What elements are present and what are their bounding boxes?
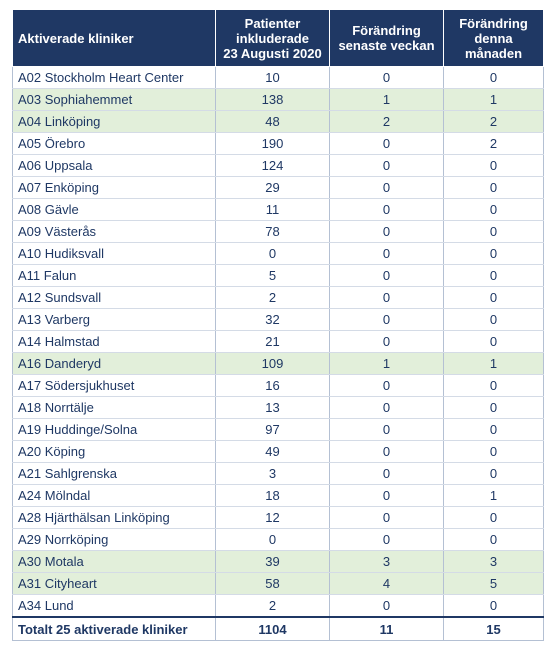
table-row: [13, 265, 544, 287]
clinic-name-cell: A29 Norrköping: [13, 529, 216, 551]
month-change-cell: 1: [444, 89, 544, 111]
month-change-cell: 0: [444, 177, 544, 199]
week-change-cell: 0: [330, 133, 444, 155]
header-patients-line1: Patienter: [244, 15, 301, 31]
week-change-cell: 0: [330, 595, 444, 618]
table-row: [13, 353, 544, 375]
week-change-cell: 0: [330, 309, 444, 331]
month-change-cell: 0: [444, 595, 544, 618]
patients-cell: 48: [216, 111, 330, 133]
week-change-cell: 0: [330, 375, 444, 397]
month-change-cell: 0: [444, 243, 544, 265]
total-month-change: 15: [444, 617, 544, 641]
patients-cell: 138: [216, 89, 330, 111]
clinic-name-cell: A02 Stockholm Heart Center: [13, 67, 216, 89]
month-change-cell: 0: [444, 221, 544, 243]
header-month-change: [444, 10, 544, 67]
table-row: [13, 221, 544, 243]
patients-cell: 124: [216, 155, 330, 177]
week-change-cell: 1: [330, 353, 444, 375]
clinic-name-cell: A09 Västerås: [13, 221, 216, 243]
header-week-change: [330, 10, 444, 67]
table-row: [13, 155, 544, 177]
month-change-cell: 0: [444, 463, 544, 485]
week-change-cell: 0: [330, 177, 444, 199]
clinic-name-cell: A13 Varberg: [13, 309, 216, 331]
month-change-cell: 0: [444, 265, 544, 287]
patients-cell: 11: [216, 199, 330, 221]
patients-cell: 21: [216, 331, 330, 353]
clinic-name-cell: A12 Sundsvall: [13, 287, 216, 309]
clinic-name-cell: A16 Danderyd: [13, 353, 216, 375]
patients-cell: 5: [216, 265, 330, 287]
week-change-cell: 0: [330, 199, 444, 221]
patients-cell: 0: [216, 243, 330, 265]
clinic-name-cell: A11 Falun: [13, 265, 216, 287]
patients-cell: 39: [216, 551, 330, 573]
table-row: [13, 199, 544, 221]
table-row: [13, 331, 544, 353]
patients-cell: 10: [216, 67, 330, 89]
table-header: [13, 10, 544, 67]
patients-cell: 3: [216, 463, 330, 485]
table-row: [13, 111, 544, 133]
patients-cell: 32: [216, 309, 330, 331]
clinic-name-cell: A17 Södersjukhuset: [13, 375, 216, 397]
patients-cell: 2: [216, 595, 330, 618]
week-change-cell: 0: [330, 331, 444, 353]
month-change-cell: 0: [444, 309, 544, 331]
table-row: [13, 529, 544, 551]
table-row: [13, 485, 544, 507]
month-change-cell: 2: [444, 111, 544, 133]
table-row: [13, 177, 544, 199]
clinic-table: [12, 9, 544, 641]
header-patients: [216, 10, 330, 67]
month-change-cell: 0: [444, 419, 544, 441]
month-change-cell: 5: [444, 573, 544, 595]
table-row: [13, 309, 544, 331]
week-change-cell: 4: [330, 573, 444, 595]
table-row: [13, 595, 544, 618]
table-row: [13, 419, 544, 441]
total-row: [13, 617, 544, 641]
week-change-cell: 0: [330, 221, 444, 243]
month-change-cell: 0: [444, 529, 544, 551]
patients-cell: 58: [216, 573, 330, 595]
table-row: [13, 243, 544, 265]
table-footer: [13, 617, 544, 641]
week-change-cell: 0: [330, 441, 444, 463]
clinic-name-cell: A10 Hudiksvall: [13, 243, 216, 265]
header-week-line2: senaste veckan: [338, 38, 435, 53]
week-change-cell: 0: [330, 529, 444, 551]
patients-cell: 18: [216, 485, 330, 507]
table-row: [13, 375, 544, 397]
table-row: [13, 551, 544, 573]
table-row: [13, 463, 544, 485]
table-row: [13, 507, 544, 529]
week-change-cell: 0: [330, 265, 444, 287]
week-change-cell: 1: [330, 89, 444, 111]
clinic-name-cell: A08 Gävle: [13, 199, 216, 221]
patients-cell: 29: [216, 177, 330, 199]
table-row: [13, 67, 544, 89]
clinic-table-container: [12, 9, 544, 641]
patients-cell: 97: [216, 419, 330, 441]
clinic-name-cell: A07 Enköping: [13, 177, 216, 199]
header-patients-line3: 23 Augusti 2020: [223, 45, 322, 61]
header-week-line1: Förändring: [352, 23, 421, 38]
header-clinic: Aktiverade kliniker: [13, 10, 216, 67]
clinic-name-cell: A14 Halmstad: [13, 331, 216, 353]
patients-cell: 190: [216, 133, 330, 155]
table-body: [13, 67, 544, 618]
header-patients-line2: inkluderade: [236, 30, 309, 46]
patients-cell: 109: [216, 353, 330, 375]
month-change-cell: 0: [444, 507, 544, 529]
clinic-name-cell: A24 Mölndal: [13, 485, 216, 507]
week-change-cell: 0: [330, 243, 444, 265]
patients-cell: 12: [216, 507, 330, 529]
table-row: [13, 441, 544, 463]
clinic-name-cell: A31 Cityheart: [13, 573, 216, 595]
total-label: Totalt 25 aktiverade kliniker: [13, 617, 216, 641]
clinic-name-cell: A34 Lund: [13, 595, 216, 618]
clinic-name-cell: A05 Örebro: [13, 133, 216, 155]
month-change-cell: 0: [444, 331, 544, 353]
month-change-cell: 2: [444, 133, 544, 155]
clinic-name-cell: A06 Uppsala: [13, 155, 216, 177]
patients-cell: 13: [216, 397, 330, 419]
month-change-cell: 0: [444, 287, 544, 309]
week-change-cell: 2: [330, 111, 444, 133]
patients-cell: 16: [216, 375, 330, 397]
clinic-name-cell: A04 Linköping: [13, 111, 216, 133]
table-row: [13, 133, 544, 155]
table-row: [13, 89, 544, 111]
patients-cell: 0: [216, 529, 330, 551]
week-change-cell: 0: [330, 67, 444, 89]
table-row: [13, 397, 544, 419]
patients-cell: 78: [216, 221, 330, 243]
month-change-cell: 1: [444, 485, 544, 507]
header-month-line1: Förändring: [459, 15, 528, 31]
clinic-name-cell: A30 Motala: [13, 551, 216, 573]
total-patients: 1104: [216, 617, 330, 641]
clinic-name-cell: A20 Köping: [13, 441, 216, 463]
month-change-cell: 0: [444, 441, 544, 463]
table-row: [13, 573, 544, 595]
month-change-cell: 3: [444, 551, 544, 573]
week-change-cell: 0: [330, 485, 444, 507]
month-change-cell: 0: [444, 67, 544, 89]
clinic-name-cell: A21 Sahlgrenska: [13, 463, 216, 485]
table-row: [13, 287, 544, 309]
month-change-cell: 0: [444, 397, 544, 419]
week-change-cell: 0: [330, 155, 444, 177]
month-change-cell: 0: [444, 199, 544, 221]
month-change-cell: 0: [444, 155, 544, 177]
clinic-name-cell: A18 Norrtälje: [13, 397, 216, 419]
month-change-cell: 1: [444, 353, 544, 375]
header-month-line3: månaden: [464, 45, 523, 61]
month-change-cell: 0: [444, 375, 544, 397]
week-change-cell: 0: [330, 419, 444, 441]
patients-cell: 2: [216, 287, 330, 309]
week-change-cell: 0: [330, 507, 444, 529]
week-change-cell: 0: [330, 463, 444, 485]
clinic-name-cell: A28 Hjärthälsan Linköping: [13, 507, 216, 529]
week-change-cell: 0: [330, 397, 444, 419]
header-row: [13, 10, 544, 67]
week-change-cell: 0: [330, 287, 444, 309]
clinic-name-cell: A03 Sophiahemmet: [13, 89, 216, 111]
total-week-change: 11: [330, 617, 444, 641]
header-month-line2: denna: [474, 30, 513, 46]
week-change-cell: 3: [330, 551, 444, 573]
patients-cell: 49: [216, 441, 330, 463]
clinic-name-cell: A19 Huddinge/Solna: [13, 419, 216, 441]
